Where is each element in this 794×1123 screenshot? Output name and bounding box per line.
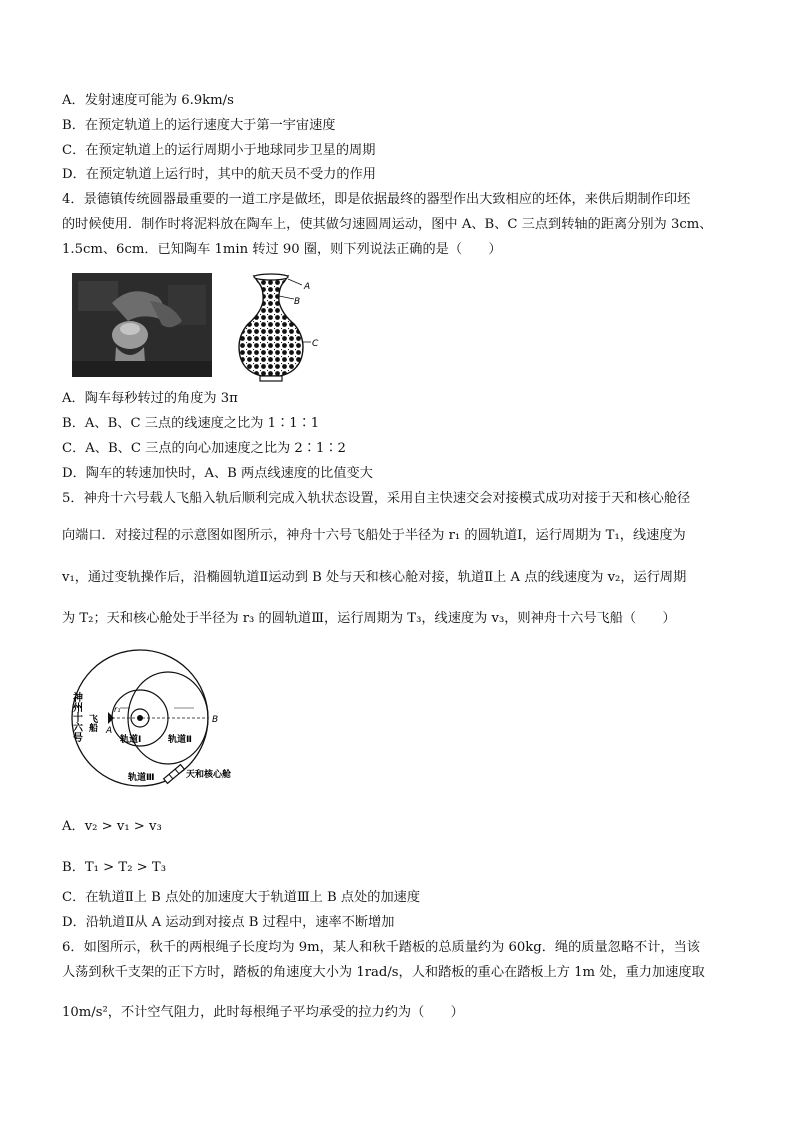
orbit-1-label: 轨道Ⅰ xyxy=(120,735,142,745)
q3-option-d: D．在预定轨道上运行时，其中的航天员不受力的作用 xyxy=(62,167,376,182)
pottery-wheel-photo xyxy=(72,273,212,377)
q5-option-d: D．沿轨道Ⅱ从 A 运动到对接点 B 过程中，速率不断增加 xyxy=(62,915,395,930)
q5-option-c: C．在轨道Ⅱ上 B 点处的加速度大于轨道Ⅲ上 B 点处的加速度 xyxy=(62,890,421,905)
q6-stem-line1: 6．如图所示，秋千的两根绳子长度均为 9m，某人和秋千踏板的总质量约为 60kg．绳的质量忽略不计，当该 xyxy=(62,940,700,955)
q5-stem-line3: v₁，通过变轨操作后，沿椭圆轨道Ⅱ运动到 B 处与天和核心舱对接，轨道Ⅱ上 A 点的线速度为 v₂，运行周期 xyxy=(62,570,687,585)
orbit-point-b: B xyxy=(212,715,219,725)
q4-option-c: C．A、B、C 三点的向心加速度之比为 2∶1∶2 xyxy=(62,441,346,456)
orbit-ship-label: 神州十六号 xyxy=(70,692,82,742)
q3-option-b: B．在预定轨道上的运行速度大于第一宇宙速度 xyxy=(62,118,336,133)
q3-option-a: A．发射速度可能为 6.9km/s xyxy=(62,93,234,108)
vase-figure xyxy=(232,272,322,384)
orbit-ship-label2: 飞船 xyxy=(87,714,97,732)
q5-stem-line1: 5．神舟十六号载人飞船入轨后顺利完成入轨状态设置，采用自主快速交会对接模式成功对接于天和核心舱径 xyxy=(62,491,691,506)
q4-option-a: A．陶车每秒转过的角度为 3π xyxy=(62,391,238,406)
orbit-point-a: A xyxy=(106,726,113,736)
q5-option-b: B．T₁ > T₂ > T₃ xyxy=(62,860,166,875)
q5-stem-line2: 向端口．对接过程的示意图如图所示，神舟十六号飞船处于半径为 r₁ 的圆轨道Ⅰ，运行周期为 T₁，线速度为 xyxy=(62,528,686,543)
orbit-diagram xyxy=(62,646,262,790)
q4-stem-line1: 4．景德镇传统圆器最重要的一道工序是做坯，即是依据最终的器型作出大致相应的坯体，来供后期制作印坯 xyxy=(62,192,691,207)
q5-stem-line4: 为 T₂；天和核心舱处于半径为 r₃ 的圆轨道Ⅲ，运行周期为 T₃，线速度为 v₃，则神舟十六号飞船（ ） xyxy=(62,611,676,626)
orbit-2-label: 轨道Ⅱ xyxy=(168,735,192,745)
q4-stem-line2: 的时候使用．制作时将泥料放在陶车上，使其做匀速圆周运动，图中 A、B、C 三点到转轴的距离分别为 3cm、 xyxy=(62,217,713,232)
q4-option-b: B．A、B、C 三点的线速度之比为 1∶1∶1 xyxy=(62,416,320,431)
orbit-station-label: 天和核心舱 xyxy=(186,770,232,780)
q6-stem-line3: 10m/s²，不计空气阻力，此时每根绳子平均承受的拉力约为（ ） xyxy=(62,1005,464,1020)
vase-label-a: A xyxy=(304,282,311,292)
q4-option-d: D．陶车的转速加快时，A、B 两点线速度的比值变大 xyxy=(62,466,373,481)
q5-option-a: A．v₂ > v₁ > v₃ xyxy=(62,819,162,834)
orbit-3-label: 轨道Ⅲ xyxy=(128,773,155,783)
q6-stem-line2: 人荡到秋千支架的正下方时，踏板的角速度大小为 1rad/s，人和踏板的重心在踏板上方 1m 处，重力加速度取 xyxy=(62,965,705,980)
orbit-r1-label: r₁ xyxy=(114,705,121,714)
vase-label-c: C xyxy=(312,339,319,349)
vase-label-b: B xyxy=(294,297,301,307)
q4-stem-line3: 1.5cm、6cm．已知陶车 1min 转过 90 圈，则下列说法正确的是（ ） xyxy=(62,242,502,257)
q3-option-c: C．在预定轨道上的运行周期小于地球同步卫星的周期 xyxy=(62,143,376,158)
